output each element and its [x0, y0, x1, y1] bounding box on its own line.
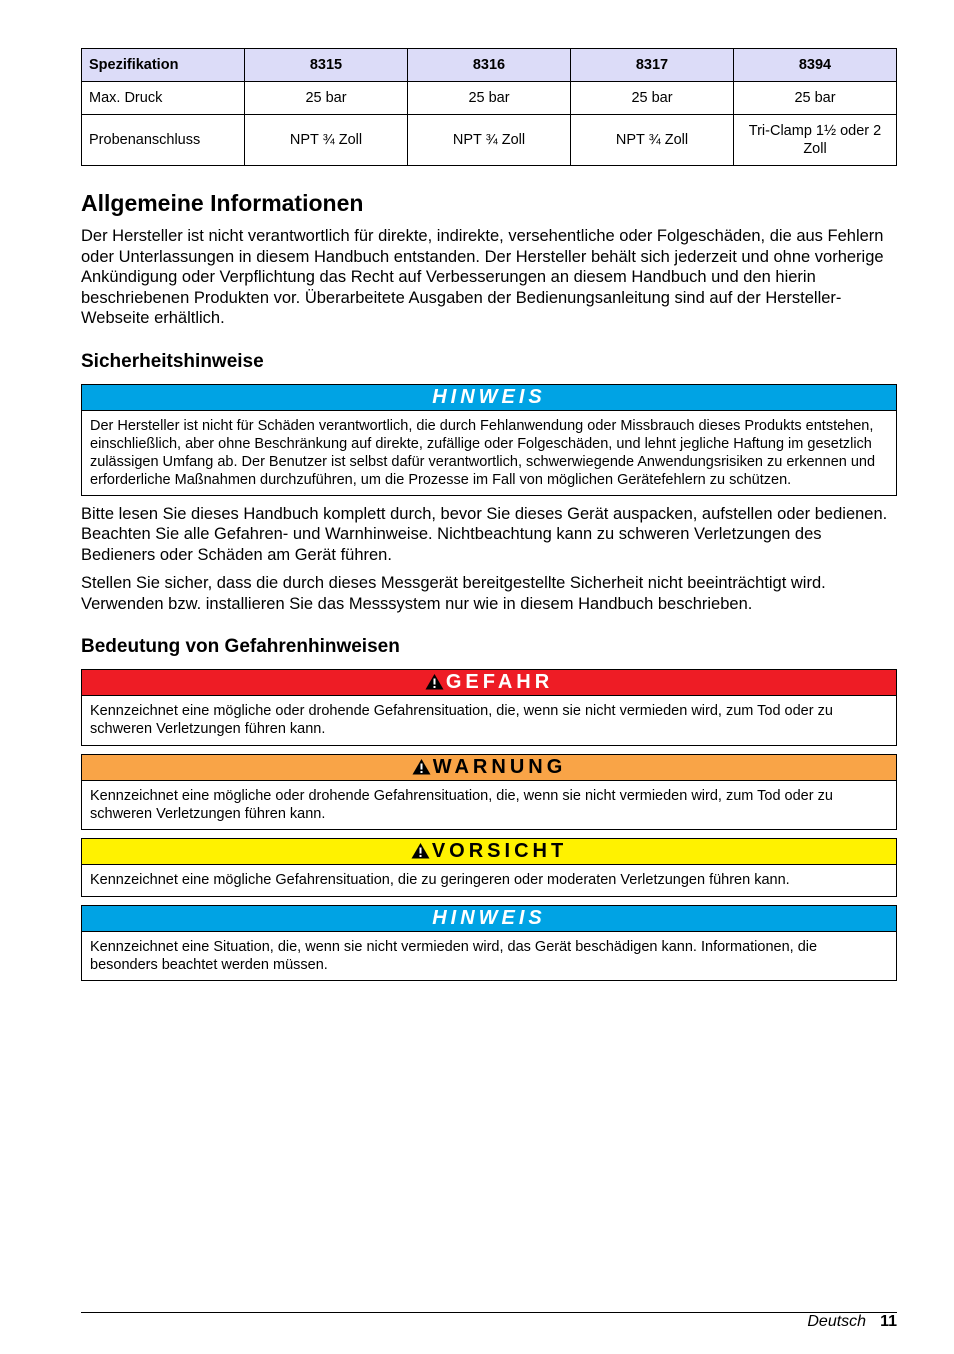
- table-cell: 25 bar: [571, 82, 734, 115]
- table-cell: 25 bar: [408, 82, 571, 115]
- general-paragraph: Der Hersteller ist nicht verantwortlich für direkte, indirekte, versehentliche oder Folgeschäden, die aus Fehlern oder Unterlassungen in diesem Handbuch entstanden. Der Hersteller behält sich jederzeit und ohne vorherige Ankündigung oder Verpflichtung das Recht auf Verbesserungen an diesem Handbuch und den hierin beschriebenen Produkten vor. Überarbeitete Ausgaben der Bedienungsanleitung sind auf der Hersteller-Webseite erhältlich.: [81, 227, 884, 327]
- table-cell: NPT ¾ Zoll: [245, 115, 408, 166]
- section-title-general: Allgemeine Informationen: [81, 190, 364, 216]
- danger-text: Kennzeichnet eine mögliche oder drohende Gefahrensituation, die, wenn sie nicht vermieden wird, zum Tod oder zu schweren Verletzungen führen kann.: [90, 703, 833, 738]
- spec-header-cell: 8315: [245, 49, 408, 82]
- safety-paragraph-1: Bitte lesen Sie dieses Handbuch komplett durch, bevor Sie dieses Gerät auspacken, aufstellen oder bedienen. Beachten Sie alle Gefahren- und Warnhinweise. Nichtbeachtung kann zu schweren Verletzungen des Bedieners oder Schäden am Gerät führen.: [81, 504, 888, 564]
- caution-text: Kennzeichnet eine mögliche Gefahrensituation, die zu geringeren oder moderaten Verletzungen führen kann.: [90, 872, 790, 889]
- warning-header: [82, 755, 896, 781]
- warning-box: [81, 754, 897, 831]
- spec-header-cell: 8316: [408, 49, 571, 82]
- spec-table-header-row: [82, 49, 897, 82]
- table-cell: Probenanschluss: [82, 115, 245, 166]
- notice-text: Der Hersteller ist nicht für Schäden verantwortlich, die durch Fehlanwendung oder Missbrauch dieses Produkts entstehen, einschließlich, aber ohne Beschränkung auf direkte, zufällige oder Folgeschäden, und lehnt jegliche Haftung im gesetzlich zulässigen Umfang ab. Der Benutzer ist selbst dafür verantwortlich, schwerwiegende Anwendungsrisiken zu erkennen und erforderliche Maßnahmen durchzuführen, um die Prozesse im Fall von möglichen Gerätefehlern zu schützen.: [90, 417, 876, 489]
- notice-header: HINWEIS: [82, 385, 896, 411]
- warning-label: WARNUNG: [432, 755, 567, 778]
- spec-header-cell: 8317: [571, 49, 734, 82]
- table-cell: NPT ¾ Zoll: [571, 115, 734, 166]
- notice-header: HINWEIS: [82, 906, 896, 932]
- notice-text: Kennzeichnet eine Situation, die, wenn sie nicht vermieden wird, das Gerät beschädigen kann. Informationen, die besonders beachtet werden müssen.: [90, 938, 818, 973]
- section-title-hazards: Bedeutung von Gefahrenhinweisen: [81, 636, 400, 658]
- table-cell: Max. Druck: [82, 82, 245, 115]
- table-cell: 25 bar: [245, 82, 408, 115]
- table-row: [82, 82, 897, 115]
- warning-triangle-icon: [412, 757, 431, 782]
- safety-paragraph-2: Stellen Sie sicher, dass die durch dieses Messgerät bereitgestellte Sicherheit nicht beeinträchtigt wird. Verwenden bzw. installieren Sie das Messsystem nur wie in diesem Handbuch beschrieben.: [81, 574, 826, 613]
- warning-text: Kennzeichnet eine mögliche oder drohende Gefahrensituation, die, wenn sie nicht vermieden wird, zum Tod oder zu schweren Verletzungen führen kann.: [90, 787, 833, 823]
- spec-table: [81, 48, 897, 166]
- table-cell: 25 bar: [734, 82, 897, 115]
- warning-triangle-icon: [411, 841, 430, 866]
- notice-box: [81, 905, 897, 982]
- page: [81, 48, 897, 989]
- table-cell: Tri-Clamp 1½ oder 2 Zoll: [734, 115, 897, 166]
- warning-triangle-icon: [425, 672, 444, 697]
- safety-notice-box: [81, 384, 897, 496]
- spec-header-cell: Spezifikation: [82, 49, 245, 82]
- danger-label: GEFAHR: [445, 671, 554, 694]
- footer-rule: [81, 1312, 897, 1313]
- table-cell: NPT ¾ Zoll: [408, 115, 571, 166]
- table-row: [82, 115, 897, 166]
- footer-language: Deutsch: [807, 1313, 867, 1330]
- danger-box: [81, 669, 897, 746]
- danger-header: [82, 670, 896, 696]
- caution-label: VORSICHT: [431, 840, 568, 863]
- caution-box: [81, 838, 897, 896]
- caution-header: [82, 839, 896, 865]
- section-title-safety: Sicherheitshinweise: [81, 350, 264, 372]
- spec-header-cell: 8394: [734, 49, 897, 82]
- page-footer: [807, 1312, 897, 1332]
- page-number: 11: [880, 1313, 897, 1330]
